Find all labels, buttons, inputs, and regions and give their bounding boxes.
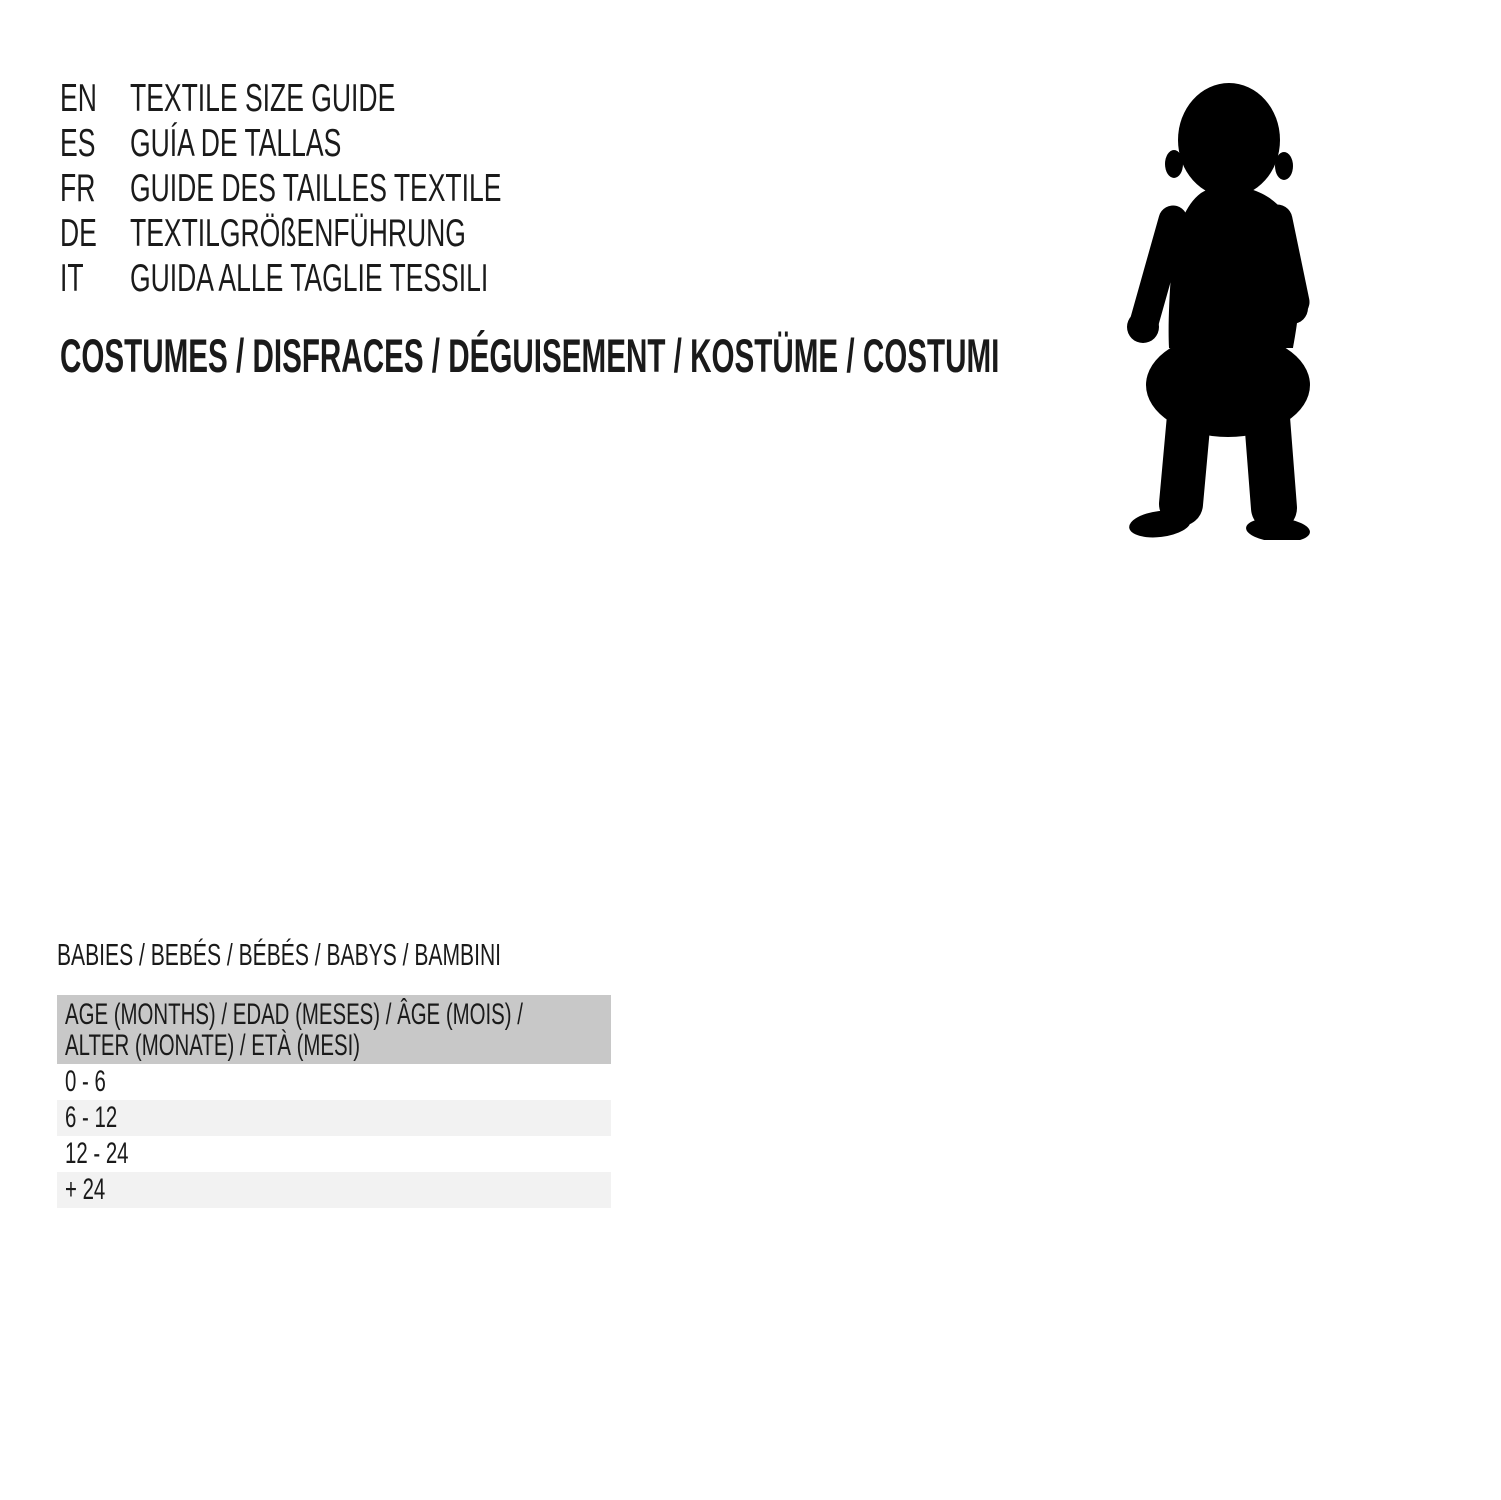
table-row (57, 1100, 611, 1136)
table-row (57, 1064, 611, 1100)
language-row-fr (60, 166, 676, 211)
language-title-list (60, 76, 676, 301)
language-row-es (60, 121, 676, 166)
language-code-es: ES (60, 122, 96, 165)
age-range-value: 0 - 6 (65, 1065, 106, 1098)
table-header-line-2: ALTER (MONATE) / ETÀ (MESI) (65, 1029, 361, 1062)
language-code-it: IT (60, 257, 84, 300)
guide-title-fr: GUIDE DES TAILLES TEXTILE (130, 167, 502, 210)
table-row (57, 1172, 611, 1208)
table-header-line-1: AGE (MONTHS) / EDAD (MESES) / ÂGE (MOIS) / (65, 998, 523, 1031)
language-row-de (60, 211, 676, 256)
guide-title-es: GUÍA DE TALLAS (130, 122, 342, 165)
language-code-en: EN (60, 77, 97, 120)
age-range-value: 6 - 12 (65, 1101, 118, 1134)
table-section-title: BABIES / BEBÉS / BÉBÉS / BABYS / BAMBINI (57, 937, 502, 972)
age-range-value: 12 - 24 (65, 1137, 129, 1170)
guide-title-de: TEXTILGRÖßENFÜHRUNG (130, 212, 466, 255)
language-code-fr: FR (60, 167, 96, 210)
language-row-it (60, 256, 676, 301)
guide-title-en: TEXTILE SIZE GUIDE (130, 77, 396, 120)
table-row (57, 1136, 611, 1172)
guide-title-it: GUIDA ALLE TAGLIE TESSILI (130, 257, 489, 300)
language-code-de: DE (60, 212, 97, 255)
age-range-value: + 24 (65, 1173, 106, 1206)
babies-age-table (57, 995, 611, 1208)
table-header (57, 995, 611, 1064)
language-row-en (60, 76, 676, 121)
category-title: COSTUMES / DISFRACES / DÉGUISEMENT / KOSTÜME / COSTUMI (60, 329, 1000, 382)
baby-silhouette-icon (1127, 80, 1317, 540)
